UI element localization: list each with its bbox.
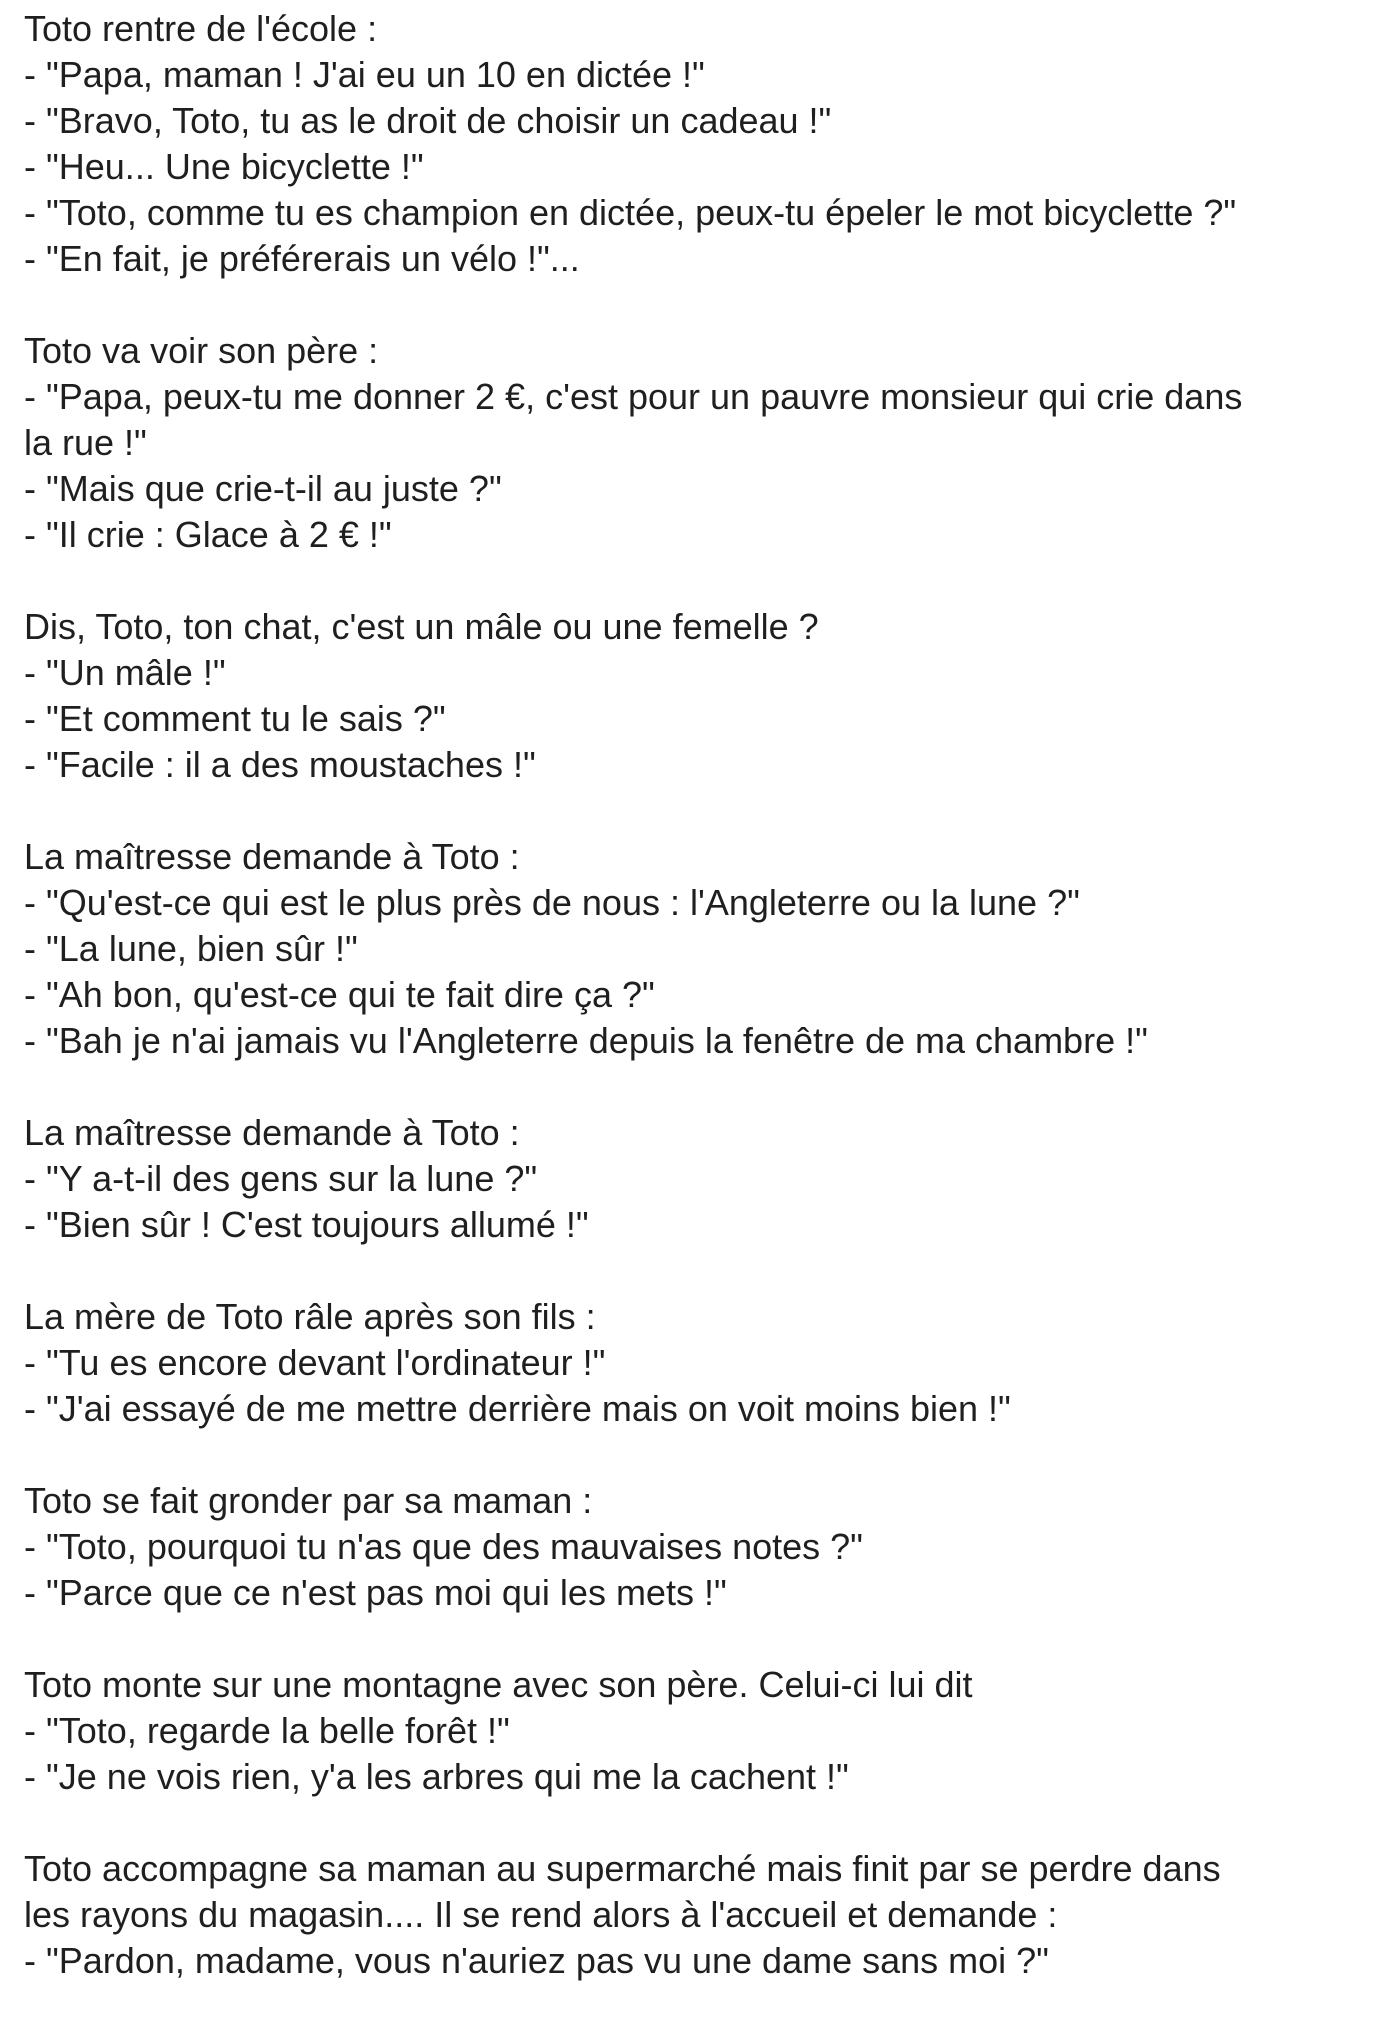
joke-line: - "Facile : il a des moustaches !" bbox=[24, 744, 536, 785]
jokes-document bbox=[24, 6, 1384, 2030]
joke-line: Toto monte sur une montagne avec son père. Celui-ci lui dit bbox=[24, 1664, 973, 1705]
joke-line: - "Papa, peux-tu me donner 2 €, c'est pour un pauvre monsieur qui crie dans bbox=[24, 376, 1243, 417]
joke-line: Toto rentre de l'école : bbox=[24, 8, 378, 49]
joke-line: les rayons du magasin.... Il se rend alors à l'accueil et demande : bbox=[24, 1894, 1058, 1935]
joke-line: - "Bah je n'ai jamais vu l'Angleterre depuis la fenêtre de ma chambre !" bbox=[24, 1020, 1148, 1061]
joke-line: - "J'ai essayé de me mettre derrière mais on voit moins bien !" bbox=[24, 1388, 1011, 1429]
joke-line: - "Heu... Une bicyclette !" bbox=[24, 146, 424, 187]
joke-1 bbox=[24, 6, 1384, 282]
joke-line: - "Un mâle !" bbox=[24, 652, 226, 693]
joke-line: - "Et comment tu le sais ?" bbox=[24, 698, 446, 739]
joke-line: - "En fait, je préférerais un vélo !"... bbox=[24, 238, 580, 279]
joke-line: - "Parce que ce n'est pas moi qui les mets !" bbox=[24, 1572, 727, 1613]
joke-line: - "Mais que crie-t-il au juste ?" bbox=[24, 468, 502, 509]
joke-2 bbox=[24, 328, 1384, 558]
joke-line: - "Je ne vois rien, y'a les arbres qui me la cachent !" bbox=[24, 1756, 849, 1797]
joke-line: La maîtresse demande à Toto : bbox=[24, 1112, 520, 1153]
joke-4 bbox=[24, 834, 1384, 1064]
joke-line: - "Papa, maman ! J'ai eu un 10 en dictée !" bbox=[24, 54, 705, 95]
joke-line: Dis, Toto, ton chat, c'est un mâle ou une femelle ? bbox=[24, 606, 819, 647]
joke-9 bbox=[24, 1846, 1384, 1984]
joke-8 bbox=[24, 1662, 1384, 1800]
joke-5 bbox=[24, 1110, 1384, 1248]
joke-line: - "Bien sûr ! C'est toujours allumé !" bbox=[24, 1204, 589, 1245]
joke-line: - "Bravo, Toto, tu as le droit de choisir un cadeau !" bbox=[24, 100, 832, 141]
joke-line: - "Y a-t-il des gens sur la lune ?" bbox=[24, 1158, 538, 1199]
joke-line: - "Tu es encore devant l'ordinateur !" bbox=[24, 1342, 606, 1383]
joke-line: La maîtresse demande à Toto : bbox=[24, 836, 520, 877]
joke-3 bbox=[24, 604, 1384, 788]
joke-line: - "Pardon, madame, vous n'auriez pas vu une dame sans moi ?" bbox=[24, 1940, 1049, 1981]
joke-line: La mère de Toto râle après son fils : bbox=[24, 1296, 596, 1337]
joke-line: - "Toto, pourquoi tu n'as que des mauvaises notes ?" bbox=[24, 1526, 863, 1567]
joke-line: - "Toto, regarde la belle forêt !" bbox=[24, 1710, 510, 1751]
joke-line: la rue !" bbox=[24, 422, 147, 463]
joke-6 bbox=[24, 1294, 1384, 1432]
joke-line: Toto va voir son père : bbox=[24, 330, 379, 371]
joke-line: - "Il crie : Glace à 2 € !" bbox=[24, 514, 392, 555]
joke-line: - "Ah bon, qu'est-ce qui te fait dire ça ?" bbox=[24, 974, 655, 1015]
joke-line: - "Toto, comme tu es champion en dictée, peux-tu épeler le mot bicyclette ?" bbox=[24, 192, 1237, 233]
joke-7 bbox=[24, 1478, 1384, 1616]
joke-line: Toto accompagne sa maman au supermarché mais finit par se perdre dans bbox=[24, 1848, 1221, 1889]
joke-line: - "Qu'est-ce qui est le plus près de nous : l'Angleterre ou la lune ?" bbox=[24, 882, 1080, 923]
joke-line: Toto se fait gronder par sa maman : bbox=[24, 1480, 593, 1521]
joke-line: - "La lune, bien sûr !" bbox=[24, 928, 358, 969]
